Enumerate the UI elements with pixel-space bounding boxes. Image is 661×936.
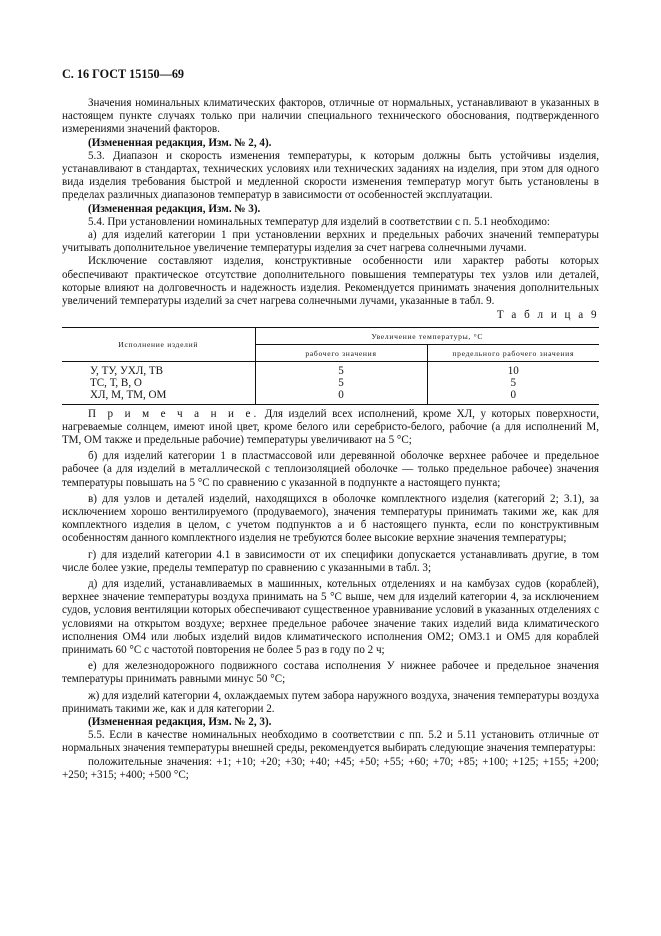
header-temperature-increase: Увеличение температуры, °С [255,328,599,345]
column-limit-value [427,362,599,404]
table-cell-working: 0 [338,388,344,401]
table-cell-limit: 10 [507,365,519,378]
edition-note-2: (Измененная редакция, Изм. № 3). [88,202,261,215]
paragraph-5-4-d: д) для изделий, устанавливаемых в машинных, котельных отделениях и на камбузах судов (кораблей), верхнее значение температуры воздуха принимать на 5 °С выше, чем для изделий категории 4, за исключением судов, условия вентиляции которых обеспечивают существенное уравнивание условий в указанных отделениях с условиями на открытом воздухе; верхнее предельное рабочее значение таких изделий вида климатического исполнения ОМ4 или любых изделий видов климатического исполнения ОМ2; ОМ3.1 и ОМ5 для кораблей принимать 60 °С с частотой повторения не более 5 раз в году по 2 ч; [62,578,599,657]
table-cell-version: ХЛ, М, ТМ, ОМ [90,388,167,401]
table-cell-limit: 0 [510,388,517,401]
paragraph-5-4-a: а) для изделий категории 1 при установлении верхних и предельных рабочих значений температуры учитывать дополнительное увеличение температуры изделия за счет нагрева солнечными лучами. [62,229,599,255]
paragraph-exception: Исключение составляют изделия, конструктивные особенности или характер работы которых обеспечивают практическое отсутствие дополнительного повышения температуры тех узлов или деталей, которые влияют на долговечность и надежность изделия. Рекомендуется принимать значения дополнительных увеличений температуры изделий за счет нагрева солнечными лучами, указанные в табл. 9. [62,255,599,308]
edition-note-3: (Измененная редакция, Изм. № 2, 3). [88,716,272,729]
document-body [62,97,599,782]
table-cell-version: ТС, Т, В, О [90,377,142,390]
paragraph-5-4-b: б) для изделий категории 1 в пластмассовой или деревянной оболочке верхнее рабочее и предельное рабочее (а для изделий в металлической с теплоизоляцией оболочке — только предельное рабочее) значения температуры повышать на 5 °С по сравнению с указанной в подпункте а настоящего пункта; [62,450,599,489]
table-caption: Т а б л и ц а 9 [496,309,599,322]
note-label: П р и м е ч а н и е. [88,407,260,420]
paragraph-5-5: 5.5. Если в качестве номинальных необходимо в соответствии с пп. 5.2 и 5.11 установить отличные от нормальных значения температуры внешней среды, рекомендуется выбирать следующие значения температуры: [62,729,599,755]
paragraph-5-4-g: г) для изделий категории 4.1 в зависимости от их специфики допускается устанавливать другие, в том числе более узкие, пределы температур по сравнению с указанными в табл. 3; [62,548,599,574]
table-9 [62,327,599,404]
page-header: С. 16 ГОСТ 15150—69 [62,67,185,81]
header-version: Исполнение изделий [62,328,255,362]
paragraph-nominal-values: Значения номинальных климатических факторов, отличные от нормальных, устанавливают в указанных в настоящем пункте случаях только при наличии специального технического обоснования, подтвержденного измерениями значений факторов. [62,97,599,136]
paragraph-5-3: 5.3. Диапазон и скорость изменения температуры, к которым должны быть устойчивы изделия, устанавливают в стандартах, технических условиях или технических заданиях на изделия, при этом для одного вида изделия требования быстрой и медленной скорости изменения температур могут быть установлены в пределах различных диапазонов температур в зависимости от особенностей эксплуатации. [62,149,599,202]
table-cell-working: 5 [338,365,344,378]
table-cell-working: 5 [338,377,344,390]
table-cell-version: У, ТУ, УХЛ, ТВ [90,365,164,378]
header-limit-working-value: предельного рабочего значения [427,345,599,362]
note-text: Для изделий всех исполнений, кроме ХЛ, у которых поверхности, нагреваемые солнцем, имеют иной цвет, кроме белого или серебристо-белого, рабочие (а для исполнений М, ТМ, ОМ также и предельные рабочие) температуры увеличивают на 5 °С; [62,407,599,446]
table-cell-limit: 5 [510,377,517,390]
paragraph-5-4-v: в) для узлов и деталей изделий, находящихся в оболочке комплектного изделия (категорий 2; 3.1), за исключением хорошо вентилируемого (продуваемого), значения температуры принимать такими же, как для комплектного изделия в целом, с учетом подпунктов а и б настоящего пункта, если по конструктивным особенностям данного комплектного изделия не требуются более высокие верхние значения температуры; [62,492,599,545]
paragraph-5-4-zh: ж) для изделий категории 4, охлаждаемых путем забора наружного воздуха, значения температуры воздуха принимать такими же, как и для категории 2. [62,689,599,715]
column-working-value [255,362,427,404]
paragraph-5-4: 5.4. При установлении номинальных температур для изделий в соответствии с п. 5.1 необходимо: [88,215,551,228]
column-version [62,362,255,404]
edition-note-1: (Измененная редакция, Изм. № 2, 4). [88,136,272,149]
paragraph-positive-values: положительные значения: +1; +10; +20; +30; +40; +45; +50; +55; +60; +70; +85; +100; +125; +155; +200; +250; +315; +400; +500 °С; [62,755,599,781]
table-note [62,408,599,448]
paragraph-5-4-e: е) для железнодорожного подвижного состава исполнения У нижнее рабочее и предельное значения температуры принимать равными минус 50 °С; [62,660,599,686]
header-working-value: рабочего значения [255,345,427,362]
